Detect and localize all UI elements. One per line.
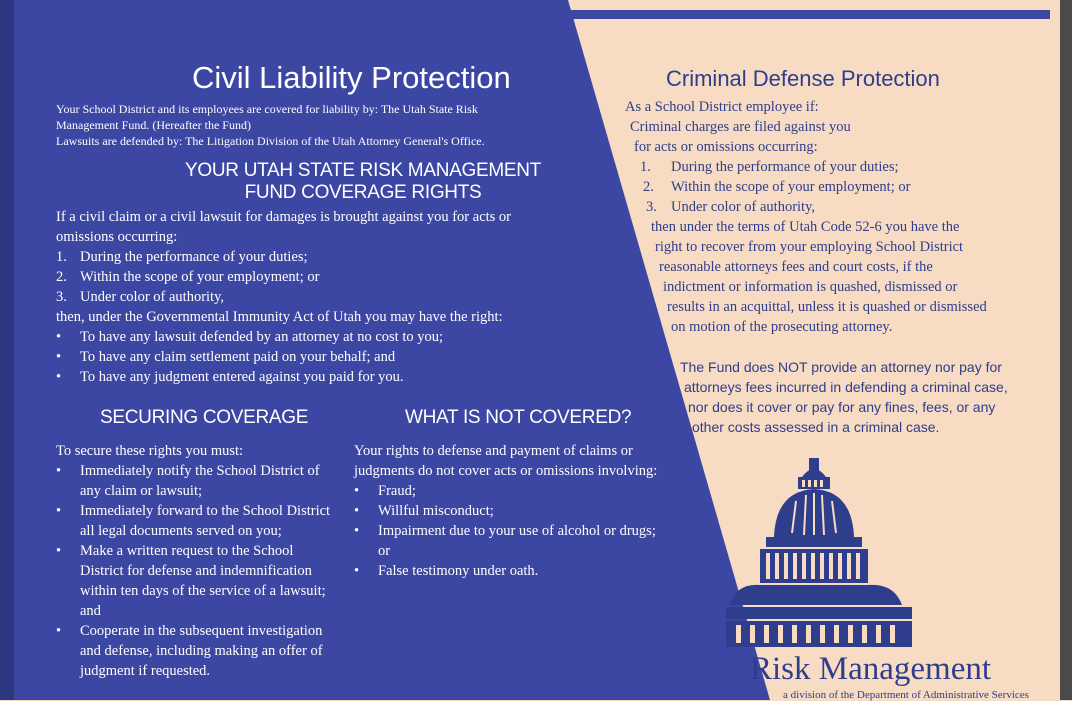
- rights-heading-line: FUND COVERAGE RIGHTS: [244, 182, 482, 203]
- criminal-condition: 2. Within the scope of your employment; or: [643, 179, 911, 195]
- fund-line: The Fund does NOT provide an attorney nor pay for: [680, 359, 1002, 375]
- securing-list: [56, 461, 332, 681]
- risk-management-logo-text: Risk Management: [750, 651, 992, 687]
- civil-liability-title: Civil Liability Protection: [192, 60, 511, 95]
- fund-line: nor does it cover or pay for any fines, fees, or any: [688, 399, 996, 415]
- logo-tagline: a division of the Department of Administrative Services: [783, 689, 1029, 701]
- rights-heading: [150, 160, 576, 204]
- rights-then: then, under the Governmental Immunity Act of Utah you may have the right:: [56, 309, 503, 325]
- criminal-condition: 1. During the performance of your duties;: [640, 159, 899, 175]
- fund-line: attorneys fees incurred in defending a criminal case,: [684, 379, 1008, 395]
- criminal-line: Criminal charges are filed against you: [630, 119, 851, 135]
- condition-item: 3. Under color of authority,: [56, 289, 225, 305]
- rights-list: [56, 327, 556, 387]
- criminal-line: As a School District employee if:: [625, 99, 819, 115]
- not-covered-section: [354, 441, 666, 581]
- not-covered-item: • Fraud;: [354, 483, 416, 499]
- intro-line: Your School District and its employees are covered for liability by: The Utah State Risk: [56, 102, 478, 116]
- criminal-then-line: reasonable attorneys fees and court costs, if the: [659, 259, 933, 275]
- rights-list-item: • To have any judgment entered against you paid for you.: [56, 369, 404, 385]
- criminal-condition: 3. Under color of authority,: [646, 199, 816, 215]
- criminal-then-line: then under the terms of Utah Code 52-6 you have the: [651, 219, 960, 235]
- capitol-dome-icon: [712, 455, 942, 650]
- not-covered-intro: Your rights to defense and payment of claims or judgments do not cover acts or omissions involving:: [354, 443, 658, 479]
- criminal-then-line: indictment or information is quashed, dismissed or: [663, 279, 958, 295]
- rights-intro: If a civil claim or a civil lawsuit for damages is brought against you for acts or omissions occurring:: [56, 209, 512, 245]
- rights-heading-line: YOUR UTAH STATE RISK MANAGEMENT: [185, 160, 541, 181]
- civil-intro: [56, 101, 556, 149]
- not-covered-list: [354, 481, 666, 581]
- rights-section: [56, 207, 556, 387]
- securing-intro: To secure these rights you must:: [56, 443, 244, 459]
- not-covered-item: • Willful misconduct;: [354, 503, 494, 519]
- condition-item: 2. Within the scope of your employment; or: [56, 269, 320, 285]
- securing-list-item: • Immediately notify the School District of any claim or lawsuit;: [56, 463, 320, 499]
- securing-list-item: • Make a written request to the School District for defense and indemnification within ten days of the service of a lawsuit; and: [56, 543, 326, 619]
- securing-coverage-section: [56, 441, 332, 681]
- securing-list-item: • Immediately forward to the School District all legal documents served on you;: [56, 503, 331, 539]
- not-covered-item: • Impairment due to your use of alcohol or drugs; or: [354, 523, 656, 559]
- criminal-then-line: right to recover from your employing School District: [655, 239, 964, 255]
- intro-line: Lawsuits are defended by: The Litigation Division of the Utah Attorney General's Office.: [56, 134, 485, 148]
- criminal-then-line: on motion of the prosecuting attorney.: [671, 319, 893, 335]
- securing-list-item: • Cooperate in the subsequent investigation and defense, including making an offer of judgment if requested.: [56, 623, 323, 679]
- not-covered-heading: WHAT IS NOT COVERED?: [405, 407, 632, 428]
- rights-list-item: • To have any lawsuit defended by an attorney at no cost to you;: [56, 329, 443, 345]
- securing-coverage-heading: SECURING COVERAGE: [100, 407, 309, 428]
- intro-line: Management Fund. (Hereafter the Fund): [56, 118, 251, 132]
- criminal-defense-title: Criminal Defense Protection: [666, 66, 940, 91]
- criminal-line: for acts or omissions occurring:: [634, 139, 818, 155]
- fund-line: other costs assessed in a criminal case.: [692, 419, 940, 435]
- top-rule: [22, 10, 1050, 19]
- rights-conditions: [56, 247, 556, 307]
- criminal-then-line: results in an acquittal, unless it is quashed or dismissed: [667, 299, 987, 315]
- rights-list-item: • To have any claim settlement paid on your behalf; and: [56, 349, 396, 365]
- condition-item: 1. During the performance of your duties;: [56, 249, 308, 265]
- not-covered-item: • False testimony under oath.: [354, 563, 539, 579]
